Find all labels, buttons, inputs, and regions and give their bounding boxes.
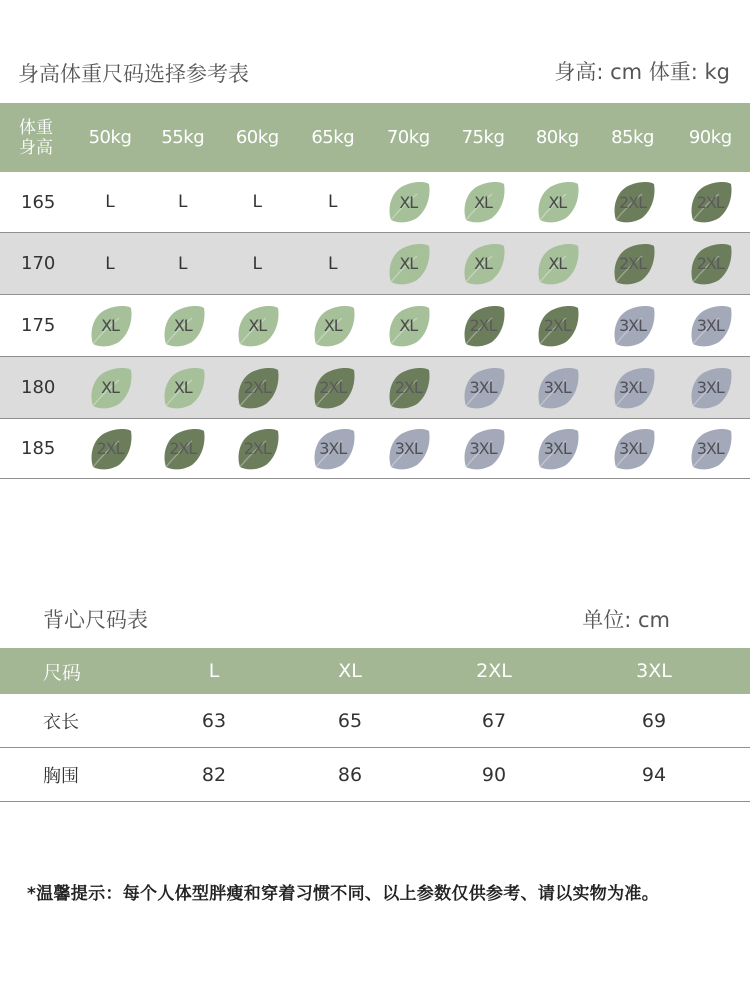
- size-cell: [671, 419, 750, 478]
- size-label: 3XL: [618, 439, 647, 458]
- size-cell: [146, 172, 220, 232]
- height-row-180: [0, 357, 750, 419]
- size-cell: [371, 419, 447, 478]
- size-cell: [520, 172, 595, 232]
- leaf-badge-icon: [87, 366, 133, 410]
- height-weight-table: [0, 103, 750, 479]
- leaf-badge-icon: [610, 304, 656, 348]
- leaf-badge-icon: [385, 427, 431, 471]
- measurement-label: 衣长: [43, 711, 79, 733]
- size-label: 3XL: [696, 316, 724, 335]
- leaf-badge-icon: [234, 304, 280, 348]
- leaf-badge-icon: [687, 427, 733, 471]
- size-label: L: [178, 253, 188, 274]
- vest-row: [0, 748, 750, 802]
- vest-rows: [0, 694, 750, 802]
- size-label: L: [105, 253, 115, 274]
- size-cell: [671, 172, 750, 232]
- height-row-170: [0, 233, 750, 295]
- size-cell: [295, 295, 371, 356]
- size-label: XL: [474, 254, 492, 273]
- weight-header-cell: 85kg: [611, 127, 654, 148]
- vest-size-header: L: [208, 660, 220, 682]
- size-label: 2XL: [169, 439, 197, 458]
- vest-size-header: 3XL: [636, 660, 672, 682]
- size-label: 3XL: [696, 378, 724, 397]
- size-label: XL: [248, 316, 267, 335]
- corner-weight-label: 体重: [19, 117, 53, 138]
- size-label: XL: [173, 316, 192, 335]
- leaf-badge-icon: [385, 304, 431, 348]
- size-cell: [595, 172, 671, 232]
- leaf-badge-icon: [310, 366, 356, 410]
- size-cell: [595, 233, 671, 294]
- size-cell: [220, 419, 296, 478]
- size-label: 3XL: [618, 378, 647, 397]
- size-cell: [671, 233, 750, 294]
- leaf-badge-icon: [610, 366, 656, 410]
- measurement-label: 胸围: [43, 765, 79, 787]
- vest-chart-title: 背心尺码表: [43, 608, 148, 632]
- size-cell: [295, 172, 371, 232]
- size-cell: [446, 233, 520, 294]
- leaf-badge-icon: [160, 427, 206, 471]
- vest-size-header: 2XL: [476, 660, 512, 682]
- size-label: XL: [399, 316, 418, 335]
- leaf-badge-icon: [385, 180, 431, 224]
- measurement-value: 67: [481, 709, 507, 732]
- size-label: XL: [548, 254, 567, 273]
- size-label: 2XL: [96, 439, 124, 458]
- size-label: XL: [323, 316, 342, 335]
- size-label: 2XL: [696, 254, 724, 273]
- size-cell: [371, 172, 447, 232]
- size-label: L: [105, 192, 115, 212]
- size-cell: [520, 295, 595, 356]
- height-rows: [0, 172, 750, 479]
- size-cell: [371, 295, 447, 356]
- measurement-value: 90: [481, 763, 507, 786]
- size-cell: [146, 295, 220, 356]
- fit-note: *温馨提示：每个人体型胖瘦和穿着习惯不同、以上参数仅供参考、请以实物为准。: [27, 884, 659, 904]
- size-label: 3XL: [469, 378, 497, 397]
- size-cell: [74, 357, 146, 418]
- leaf-badge-icon: [385, 242, 431, 286]
- weight-header-cell: 80kg: [535, 127, 579, 148]
- leaf-badge-icon: [460, 242, 506, 286]
- vest-chart-unit: 单位: cm: [582, 608, 670, 632]
- size-label: L: [328, 192, 338, 212]
- vest-row: [0, 694, 750, 748]
- size-cell: [220, 295, 296, 356]
- size-cell: [295, 233, 371, 294]
- weight-header-cell: 50kg: [88, 127, 132, 148]
- table-corner-label: [0, 118, 74, 158]
- weight-header-cell: 60kg: [235, 127, 279, 148]
- weight-header-cell: 90kg: [688, 127, 732, 148]
- size-label: 2XL: [243, 378, 271, 397]
- weight-header-row: [0, 103, 750, 172]
- size-label: L: [178, 192, 188, 212]
- leaf-badge-icon: [234, 427, 280, 471]
- weight-header-cell: 70kg: [386, 127, 430, 148]
- size-label: XL: [474, 192, 492, 212]
- measurement-value: 82: [201, 763, 227, 786]
- size-label: XL: [399, 254, 418, 273]
- leaf-badge-icon: [87, 427, 133, 471]
- weight-header-cell: 65kg: [311, 127, 355, 148]
- size-label: 2XL: [243, 439, 271, 458]
- leaf-badge-icon: [460, 304, 506, 348]
- height-label: 185: [21, 438, 56, 459]
- vest-header-row: [0, 648, 750, 694]
- corner-height-label: 身高: [19, 137, 53, 158]
- size-label: 2XL: [394, 378, 422, 397]
- size-cell: [595, 295, 671, 356]
- weight-header-cell: 75kg: [461, 127, 505, 148]
- size-cell: [371, 233, 447, 294]
- size-cell: [595, 419, 671, 478]
- size-cell: [295, 357, 371, 418]
- size-label: 3XL: [543, 378, 571, 397]
- size-cell: [446, 357, 520, 418]
- size-cell: [74, 172, 146, 232]
- size-cell: [446, 419, 520, 478]
- size-label: 2XL: [618, 254, 647, 273]
- height-label: 165: [21, 191, 56, 213]
- size-cell: [220, 172, 296, 232]
- size-cell: [146, 357, 220, 418]
- leaf-badge-icon: [534, 180, 580, 224]
- measurement-value: 65: [337, 709, 363, 732]
- size-label: 3XL: [469, 439, 497, 458]
- size-label: 3XL: [319, 439, 347, 458]
- height-row-175: [0, 295, 750, 357]
- leaf-badge-icon: [87, 304, 133, 348]
- size-cell: [220, 357, 296, 418]
- leaf-badge-icon: [687, 366, 733, 410]
- size-label: XL: [101, 316, 119, 335]
- leaf-badge-icon: [460, 180, 506, 224]
- leaf-badge-icon: [534, 242, 580, 286]
- size-label: 3XL: [543, 439, 571, 458]
- size-label: 2XL: [696, 192, 724, 212]
- size-cell: [671, 357, 750, 418]
- size-cell: [595, 357, 671, 418]
- vest-size-header: XL: [338, 660, 362, 682]
- size-cell: [520, 419, 595, 478]
- leaf-badge-icon: [534, 366, 580, 410]
- size-label: 3XL: [394, 439, 422, 458]
- size-label: XL: [399, 192, 418, 212]
- size-header-label: 尺码: [43, 661, 82, 684]
- size-label: 2XL: [319, 378, 347, 397]
- leaf-badge-icon: [234, 366, 280, 410]
- measurement-value: 94: [641, 763, 667, 786]
- height-label: 175: [21, 315, 56, 336]
- size-cell: [371, 357, 447, 418]
- weight-header-cell: 55kg: [161, 127, 205, 148]
- size-cell: [446, 172, 520, 232]
- leaf-badge-icon: [687, 304, 733, 348]
- height-label: 180: [21, 377, 56, 398]
- size-label: 2XL: [469, 316, 497, 335]
- leaf-badge-icon: [160, 304, 206, 348]
- size-label: L: [252, 253, 262, 274]
- size-chart-unit: 身高: cm 体重: kg: [554, 60, 730, 84]
- leaf-badge-icon: [310, 427, 356, 471]
- size-cell: [520, 357, 595, 418]
- leaf-badge-icon: [534, 304, 580, 348]
- size-cell: [74, 419, 146, 478]
- size-label: XL: [548, 192, 567, 212]
- size-label: 2XL: [618, 192, 647, 212]
- size-label: 2XL: [543, 316, 571, 335]
- size-cell: [146, 233, 220, 294]
- size-label: 3XL: [696, 439, 724, 458]
- size-chart-title: 身高体重尺码选择参考表: [18, 62, 249, 86]
- size-cell: [74, 233, 146, 294]
- size-cell: [74, 295, 146, 356]
- size-label: L: [252, 192, 262, 212]
- size-cell: [146, 419, 220, 478]
- leaf-badge-icon: [160, 366, 206, 410]
- size-cell: [220, 233, 296, 294]
- height-row-165: [0, 172, 750, 233]
- size-label: L: [328, 253, 338, 274]
- size-cell: [520, 233, 595, 294]
- height-label: 170: [21, 253, 56, 274]
- leaf-badge-icon: [687, 242, 733, 286]
- vest-size-table: [0, 648, 750, 802]
- leaf-badge-icon: [385, 366, 431, 410]
- size-cell: [295, 419, 371, 478]
- size-label: XL: [173, 378, 192, 397]
- size-label: 3XL: [618, 316, 647, 335]
- measurement-value: 86: [337, 763, 363, 786]
- leaf-badge-icon: [610, 242, 656, 286]
- leaf-badge-icon: [534, 427, 580, 471]
- measurement-value: 63: [201, 709, 227, 732]
- leaf-badge-icon: [610, 427, 656, 471]
- size-cell: [446, 295, 520, 356]
- height-row-185: [0, 419, 750, 479]
- size-label: XL: [101, 378, 119, 397]
- leaf-badge-icon: [460, 366, 506, 410]
- leaf-badge-icon: [310, 304, 356, 348]
- size-cell: [671, 295, 750, 356]
- leaf-badge-icon: [687, 180, 733, 224]
- leaf-badge-icon: [460, 427, 506, 471]
- leaf-badge-icon: [610, 180, 656, 224]
- measurement-value: 69: [641, 709, 667, 732]
